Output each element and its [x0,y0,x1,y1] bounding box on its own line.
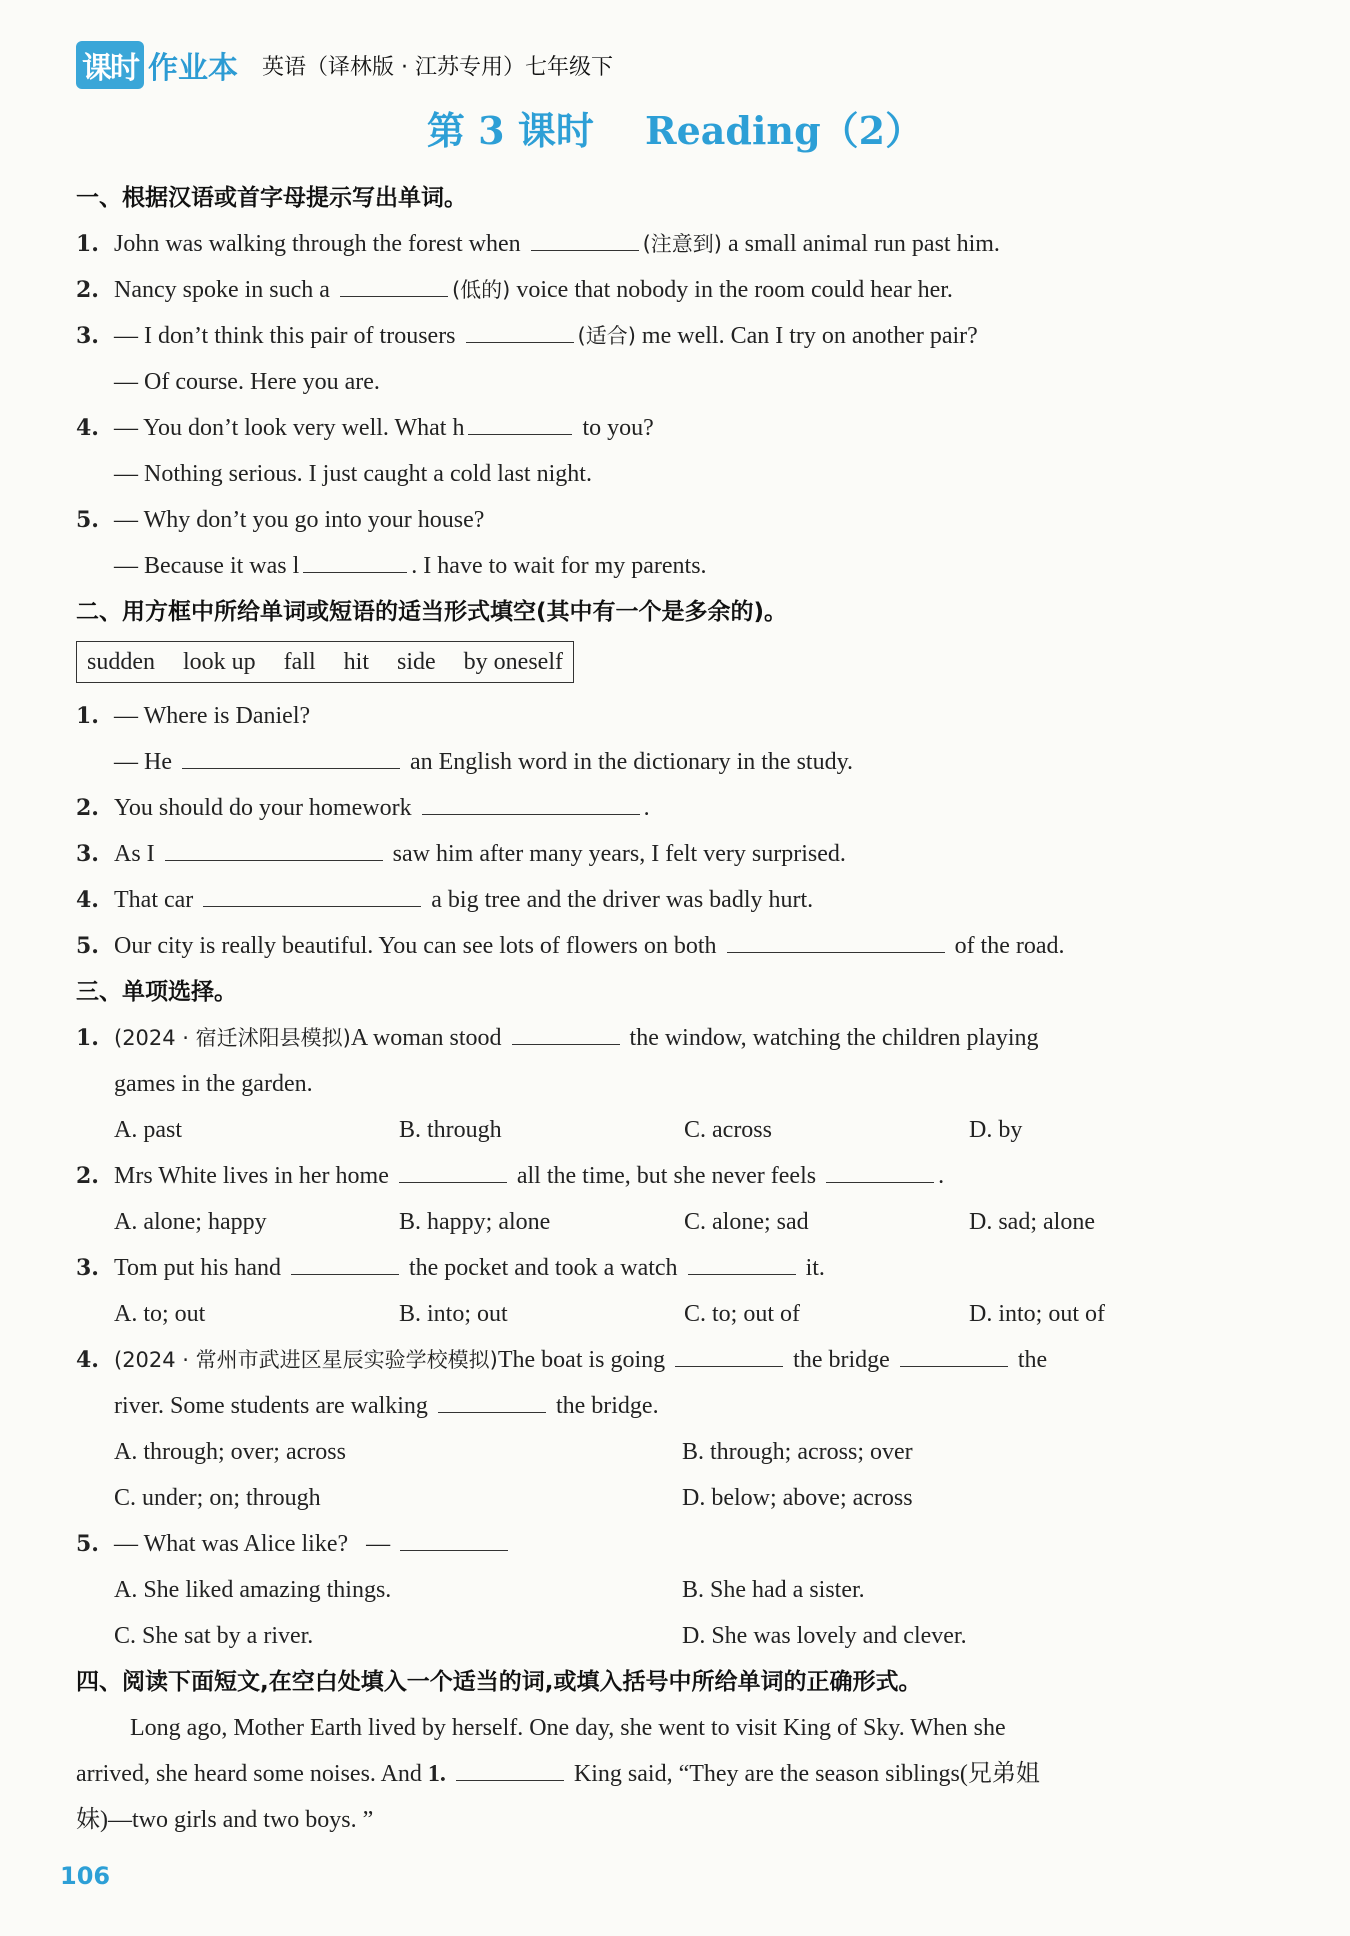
s3-item-3-options [76,1291,1256,1337]
word-option: sudden [87,649,155,675]
question-text: a big tree and the driver was badly hurt. [431,887,814,913]
choice-option[interactable]: A. to; out [114,1301,206,1327]
question-text: me well. Can I try on another pair? [641,323,978,349]
item-number: 5. [76,933,99,959]
s1-item-3 [76,313,1256,359]
item-number: 1. [76,231,99,257]
chinese-hint: (注意到) [642,232,722,256]
answer-blank[interactable] [165,834,383,861]
s2-item-2 [76,785,1256,831]
question-text: voice that nobody in the room could hear her. [516,277,953,303]
choice-option[interactable]: B. through [399,1117,502,1143]
word-option: by oneself [463,649,563,675]
question-text: river. Some students are walking [114,1393,428,1419]
question-text: — Where is Daniel? [114,703,311,729]
logo-highlight: 课时 [76,41,144,89]
passage-line-1: Long ago, Mother Earth lived by herself. One day, she went to visit King of Sky. When she [130,1715,1006,1741]
s3-item-5 [76,1521,1256,1567]
s1-item-1 [76,221,1256,267]
item-number: 5. [76,507,99,533]
choice-option[interactable]: B. into; out [399,1301,508,1327]
answer-blank[interactable] [340,270,448,297]
s2-item-1-reply [76,739,1256,785]
s2-item-5 [76,923,1256,969]
question-text: Mrs White lives in her home [114,1163,389,1189]
section-1-heading: 一、根据汉语或首字母提示写出单词。 [76,185,467,211]
source-note: (2024 · 常州市武进区星辰实验学校模拟) [114,1348,498,1372]
passage-text: King said, “They are the season siblings(兄弟姐 [573,1761,1040,1787]
chinese-hint: (低的) [451,278,511,302]
answer-blank[interactable] [422,788,640,815]
word-box [76,641,574,683]
choice-option[interactable]: C. under; on; through [114,1485,321,1511]
question-text: That car [114,887,194,913]
choice-option[interactable]: A. through; over; across [114,1439,346,1465]
item-number: 3. [76,1255,99,1281]
lesson-title: 第 3 课时 Reading（2） [426,108,924,153]
blank-number: 1. [427,1761,446,1787]
question-text: all the time, but she never feels [516,1163,817,1189]
question-text: the bridge. [555,1393,659,1419]
s3-item-4-options-row-2 [76,1475,1256,1521]
section-2-heading: 二、用方框中所给单词或短语的适当形式填空(其中有一个是多余的)。 [76,599,788,625]
choice-option[interactable]: D. into; out of [969,1301,1105,1327]
question-text: — You don’t look very well. What h [114,415,465,441]
question-text: — [366,1531,391,1557]
section-4-heading: 四、阅读下面短文,在空白处填入一个适当的词,或填入括号中所给单词的正确形式。 [76,1669,922,1695]
worksheet-content [76,175,1256,1843]
answer-blank[interactable] [531,224,639,251]
item-number: 3. [76,323,99,349]
word-option: side [397,649,436,675]
s3-item-2-options [76,1199,1256,1245]
header [76,40,613,90]
question-text: . [643,795,650,821]
s3-item-4 [76,1337,1256,1383]
logo-text: 作业本 [148,51,238,86]
question-text: of the road. [954,933,1065,959]
item-number: 3. [76,841,99,867]
s1-item-5 [76,497,1256,543]
section-3-heading: 三、单项选择。 [76,979,237,1005]
question-text: . I have to wait for my parents. [411,553,707,579]
question-text: the [1017,1347,1048,1373]
s1-item-4 [76,405,1256,451]
question-text: — Because it was l [114,553,300,579]
item-number: 4. [76,415,99,441]
choice-option[interactable]: B. happy; alone [399,1209,551,1235]
passage-line-2 [76,1751,1256,1797]
question-text: Our city is really beautiful. You can see lots of flowers on both [114,933,717,959]
answer-blank[interactable] [512,1018,620,1045]
word-option: hit [343,649,369,675]
question-text: A woman stood [350,1025,502,1051]
choice-option[interactable]: D. below; above; across [682,1485,913,1511]
page-number: 106 [60,1862,111,1890]
question-text: saw him after many years, I felt very surprised. [392,841,846,867]
s1-item-2 [76,267,1256,313]
item-number: 2. [76,277,99,303]
answer-blank[interactable] [727,926,945,953]
item-number: 2. [76,795,99,821]
choice-option[interactable]: A. alone; happy [114,1209,267,1235]
question-text: the bridge [793,1347,890,1373]
item-number: 1. [76,1025,99,1051]
s3-item-1-options [76,1107,1256,1153]
choice-option[interactable]: C. across [684,1117,772,1143]
s3-item-3 [76,1245,1256,1291]
question-text: — Why don’t you go into your house? [114,507,485,533]
s2-item-4 [76,877,1256,923]
s2-item-1 [76,693,1256,739]
s3-item-5-options-row-2 [76,1613,1256,1659]
s3-item-1 [76,1015,1256,1061]
source-note: (2024 · 宿迁沭阳县模拟) [114,1026,351,1050]
question-text: the window, watching the children playing [629,1025,1039,1051]
item-number: 4. [76,1347,99,1373]
question-text: an English word in the dictionary in the study. [409,749,854,775]
answer-blank[interactable] [303,546,407,573]
choice-option[interactable]: B. She had a sister. [682,1577,865,1603]
word-option: fall [283,649,316,675]
question-text: — What was Alice like? [114,1531,349,1557]
item-number: 4. [76,887,99,913]
s1-item-3-reply: — Of course. Here you are. [114,369,380,395]
question-text: As I [114,841,155,867]
s2-item-3 [76,831,1256,877]
choice-option[interactable]: D. She was lovely and clever. [682,1623,967,1649]
question-text: John was walking through the forest when [114,231,521,257]
question-text: You should do your homework [114,795,412,821]
item-number: 1. [76,703,99,729]
answer-blank[interactable] [900,1340,1008,1367]
question-text: a small animal run past him. [727,231,1000,257]
answer-blank[interactable] [826,1156,934,1183]
s1-item-5-reply [76,543,1256,589]
s1-item-4-reply: — Nothing serious. I just caught a cold last night. [114,461,592,487]
question-text: — He [114,749,172,775]
item-number: 2. [76,1163,99,1189]
answer-blank[interactable] [688,1248,796,1275]
answer-blank[interactable] [456,1754,564,1781]
question-text: it. [805,1255,825,1281]
choice-option[interactable]: C. alone; sad [684,1209,809,1235]
choice-option[interactable]: C. She sat by a river. [114,1623,314,1649]
passage-text: arrived, she heard some noises. And [76,1761,422,1787]
question-text: Tom put his hand [114,1255,281,1281]
question-text: Nancy spoke in such a [114,277,330,303]
answer-blank[interactable] [203,880,421,907]
s3-item-2 [76,1153,1256,1199]
item-number: 5. [76,1531,99,1557]
question-text: . [938,1163,945,1189]
question-text: — I don’t think this pair of trousers [114,323,456,349]
choice-option[interactable]: D. sad; alone [969,1209,1095,1235]
answer-blank[interactable] [466,316,574,343]
s3-item-4-options-row-1 [76,1429,1256,1475]
logo [76,41,238,89]
answer-blank[interactable] [291,1248,399,1275]
question-text: the pocket and took a watch [408,1255,678,1281]
choice-option[interactable]: A. past [114,1117,182,1143]
chinese-hint: (适合) [577,324,636,348]
choice-option[interactable]: B. through; across; over [682,1439,913,1465]
s3-item-5-options-row-1 [76,1567,1256,1613]
s3-item-1-cont: games in the garden. [114,1071,313,1097]
answer-blank[interactable] [438,1386,546,1413]
answer-blank[interactable] [182,742,400,769]
answer-blank[interactable] [400,1524,508,1551]
s3-item-4-cont [76,1383,1256,1429]
choice-option[interactable]: D. by [969,1117,1023,1143]
choice-option[interactable]: A. She liked amazing things. [114,1577,392,1603]
answer-blank[interactable] [468,408,572,435]
book-title: 英语（译林版 · 江苏专用）七年级下 [262,54,613,80]
word-option: look up [183,649,256,675]
question-text: The boat is going [497,1347,666,1373]
question-text: to you? [582,415,654,441]
passage-line-3: 妹)—two girls and two boys. ” [76,1807,374,1833]
answer-blank[interactable] [675,1340,783,1367]
choice-option[interactable]: C. to; out of [684,1301,801,1327]
answer-blank[interactable] [399,1156,507,1183]
